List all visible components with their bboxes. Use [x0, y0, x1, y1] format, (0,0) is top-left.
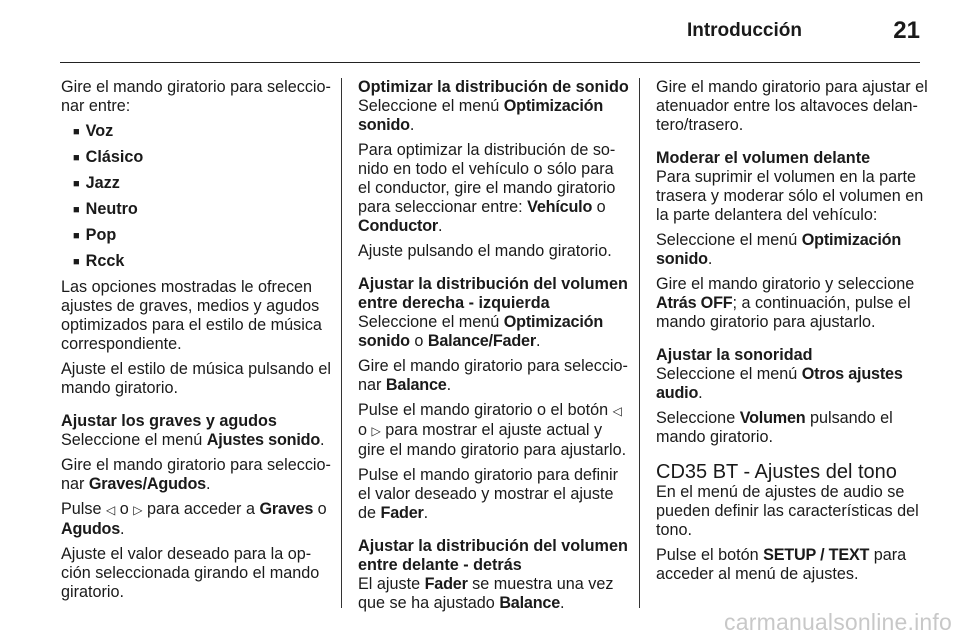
paragraph: Pulse ◁ o ▷ para acceder a Graves o Agudos. [61, 500, 327, 538]
paragraph: Seleccione el menú Optimización sonido. [358, 97, 604, 134]
list-item: ■ Neutro [73, 200, 331, 221]
paragraph: Seleccione el menú Otros ajustes audio. [656, 365, 903, 402]
paragraph: Gire el mando giratorio y seleccione Atrás OFF; a continuación, pulse el mando giratorio para ajustarlo. [656, 275, 915, 331]
paragraph: Seleccione el menú Ajustes sonido. [61, 431, 325, 449]
paragraph: Para optimizar la distribución de so-nido en todo el vehículo o sólo para el conductor, gire el mando giratorio para seleccionar entre: Vehículo o Conductor. [358, 141, 616, 235]
page-title: Introducción [686, 20, 802, 41]
watermark: carmanualsonline.info [724, 609, 952, 635]
paragraph: Para suprimir el volumen en la parte trasera y moderar sólo el volumen en la parte delantera del vehículo: [656, 168, 924, 224]
triangle-left-icon: ◁ [106, 503, 116, 517]
paragraph: Las opciones mostradas le ofrecen ajustes de graves, medios y agudos optimizados para el estilo de música correspondiente. [61, 278, 322, 353]
paragraph: Ajuste el valor deseado para la op-ción seleccionada girando el mando giratorio. [61, 545, 320, 601]
page-header [60, 0, 920, 63]
list-item: ■ Rcck [73, 252, 331, 273]
subheading: Ajustar los graves y agudos [61, 412, 277, 430]
paragraph: Gire el mando giratorio para ajustar el atenuador entre los altavoces delan-tero/trasero. [656, 78, 928, 134]
page-number: 21 [893, 17, 920, 44]
paragraph: Pulse el mando giratorio para definir el valor deseado y mostrar el ajuste de Fader. [358, 466, 619, 522]
subheading: Optimizar la distribución de sonido [358, 78, 629, 96]
paragraph: Seleccione el menú Optimización sonido. [656, 231, 902, 268]
column-3 [656, 78, 932, 590]
subheading: Ajustar la distribución del volumen entre derecha - izquierda [358, 275, 628, 312]
subheading: Moderar el volumen delante [656, 149, 871, 167]
paragraph: Seleccione Volumen pulsando el mando giratorio. [656, 409, 893, 446]
triangle-left-icon: ◁ [612, 404, 622, 418]
column-divider [341, 78, 342, 608]
paragraph: Seleccione el menú Optimización sonido o Balance/Fader. [358, 313, 604, 350]
column-2 [358, 78, 630, 619]
column-1 [61, 78, 331, 608]
list-item: ■ Pop [73, 226, 331, 247]
list-item: ■ Jazz [73, 174, 331, 195]
column-divider [639, 78, 640, 608]
list-item: ■ Clásico [73, 148, 331, 169]
paragraph: El ajuste Fader se muestra una vez que se ha ajustado Balance. [358, 575, 614, 612]
triangle-right-icon: ▷ [371, 424, 381, 438]
paragraph: Pulse el mando giratorio o el botón ◁ o ▷ para mostrar el ajuste actual y gire el mando giratorio para ajustarlo. [358, 401, 627, 459]
paragraph: Ajuste el estilo de música pulsando el mando giratorio. [61, 360, 331, 397]
paragraph: Pulse el botón SETUP / TEXT para acceder al menú de ajustes. [656, 546, 907, 583]
subheading: Ajustar la sonoridad [656, 346, 813, 364]
subheading: Ajustar la distribución del volumen entre delante - detrás [358, 537, 628, 574]
paragraph: Ajuste pulsando el mando giratorio. [358, 242, 612, 260]
sound-style-list [61, 122, 331, 273]
paragraph: En el menú de ajustes de audio se pueden definir las características del tono. [656, 483, 919, 539]
paragraph: Gire el mando giratorio para seleccio-nar Graves/Agudos. [61, 456, 331, 493]
paragraph: Gire el mando giratorio para seleccio-nar Balance. [358, 357, 628, 394]
section-title: CD35 BT - Ajustes del tono [656, 461, 897, 483]
paragraph: Gire el mando giratorio para seleccio-nar entre: [61, 78, 331, 115]
list-item: ■ Voz [73, 122, 331, 143]
triangle-right-icon: ▷ [133, 503, 143, 517]
